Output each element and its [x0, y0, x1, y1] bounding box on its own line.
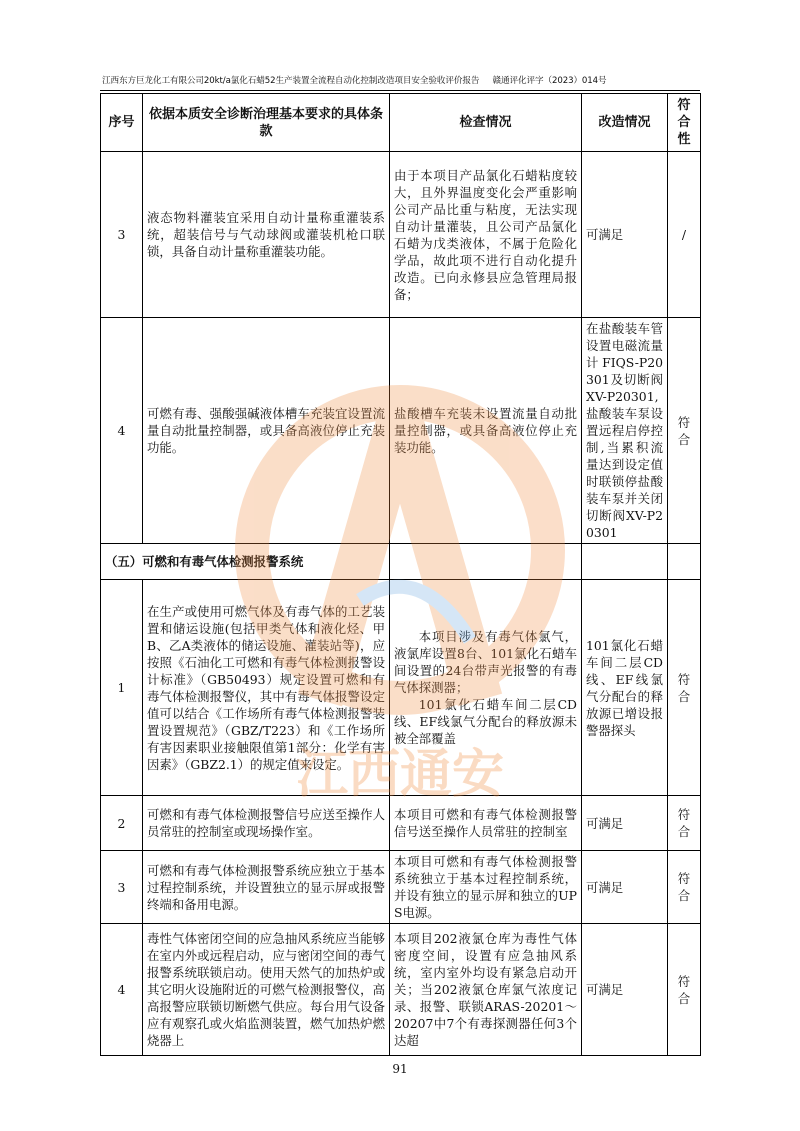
- row-retrofit: 在盐酸装车管设置电磁流量计FIQS-P20301及切断阀XV-P20301,盐酸装车泵设置远程启停控制,当累积流量达到设定值时联锁停盐酸装车泵并关闭切断阀XV-P20301: [582, 318, 668, 544]
- row-requirement: 在生产或使用可燃气体及有毒气体的工艺装置和储运设施(包括甲类气体和液化烃、甲B、乙A类液体的储运设施、灌装站等)，应按照《石油化工可燃和有毒气体检测报警设计标准》（GB50493）规定设置可燃和有毒气体检测报警仪，其中有毒气体报警设定值可以结合《工作场所有毒气体检测报警装置设置规范》（GBZ/T223）和《工作场所有害因素职业接触限值第1部分：化学有害因素》（GBZ2.1）的规定值来设定。: [143, 580, 390, 796]
- page-header: [102, 74, 700, 90]
- row-retrofit: 101氯化石蜡车间二层CD线、EF线氯气分配台的释放源已增设报警器探头: [582, 580, 668, 796]
- row-compliance: /: [668, 152, 701, 318]
- row-requirement: 可燃有毒、强酸强碱液体槽车充装宜设置流量自动批量控制器，或具备高液位停止充装功能。: [143, 318, 390, 544]
- row-no: 2: [101, 796, 143, 851]
- row-requirement: 可燃和有毒气体检测报警系统应独立于基本过程控制系统，并设置独立的显示屏或报警终端和备用电源。: [143, 851, 390, 924]
- row-no: 3: [101, 851, 143, 924]
- table-row: [101, 580, 701, 796]
- row-check: 本项目可燃和有毒气体检测报警系统独立于基本过程控制系统，并设有独立的显示屏和独立的UPS电源。: [390, 851, 582, 924]
- section-empty-cell: [582, 544, 668, 580]
- watermark-text: 江西通安: [295, 745, 505, 805]
- header-rule: [100, 90, 700, 91]
- row-check: 盐酸槽车充装未设置流量自动批量控制器，或具备高液位停止充装功能。: [390, 318, 582, 544]
- row-retrofit: 可满足: [582, 152, 668, 318]
- row-check: [390, 580, 582, 796]
- row-no: 4: [101, 318, 143, 544]
- row-compliance: 符合: [668, 580, 701, 796]
- row-no: 4: [101, 924, 143, 1056]
- col-header-check: 检查情况: [390, 94, 582, 152]
- row-check: 本项目202液氯仓库为毒性气体密度空间，设置有应急抽风系统，室内室外均设有紧急启动开关；当202液氯仓库氯气浓度记录、报警、联锁ARAS-20201～20207中7个有毒探测器任何3个达超: [390, 924, 582, 1056]
- row-check: 由于本项目产品氯化石蜡粘度较大，且外界温度变化会严重影响公司产品比重与粘度，无法实现自动计量灌装，且公司产品氯化石蜡为戊类液体，不属于危险化学品，故此项不进行自动化提升改造。已向永修县应急管理局报备；: [390, 152, 582, 318]
- report-code: 赣通评化评字（2023）014号: [492, 76, 607, 86]
- row-no: 3: [101, 152, 143, 318]
- table-row: [101, 152, 701, 318]
- table-header-row: [101, 94, 701, 152]
- col-header-retrofit: 改造情况: [582, 94, 668, 152]
- row-check-part-2: 101氯化石蜡车间二层CD线、EF线氯气分配台的释放源未被全部覆盖: [394, 697, 577, 746]
- row-compliance: 符合: [668, 796, 701, 851]
- row-retrofit: 可满足: [582, 924, 668, 1056]
- row-compliance: 符合: [668, 318, 701, 544]
- col-header-compliance: 符合性: [668, 94, 701, 152]
- row-retrofit: 可满足: [582, 851, 668, 924]
- row-requirement: 液态物料灌装宜采用自动计量称重灌装系统，超装信号与气动球阀或灌装机枪口联锁，具备自动计量称重灌装功能。: [143, 152, 390, 318]
- row-no: 1: [101, 580, 143, 796]
- safety-checklist-table: [100, 93, 701, 1056]
- report-title: 江西东方巨龙化工有限公司20kt/a氯化石蜡52生产装置全流程自动化控制改造项目安全验收评价报告: [102, 76, 480, 86]
- row-requirement: 可燃和有毒气体检测报警信号应送至操作人员常驻的控制室或现场操作室。: [143, 796, 390, 851]
- section-empty-cell: [668, 544, 701, 580]
- section-title: （五）可燃和有毒气体检测报警系统: [101, 544, 390, 580]
- row-retrofit: 可满足: [582, 796, 668, 851]
- row-check-part-1: 本项目涉及有毒气体氯气，液氯库设置8台、101氯化石蜡车间设置的24台带声光报警的有毒气体探测器；: [394, 629, 577, 695]
- section-empty-cell: [390, 544, 582, 580]
- section-row: [101, 544, 701, 580]
- page-number: 91: [392, 1062, 408, 1076]
- table-row: [101, 851, 701, 924]
- col-header-requirement: 依据本质安全诊断治理基本要求的具体条款: [143, 94, 390, 152]
- row-requirement: 毒性气体密闭空间的应急抽风系统应当能够在室内外或远程启动，应与密闭空间的毒气报警系统联锁启动。使用天然气的加热炉或其它明火设施附近的可燃气检测报警仪，高高报警应联锁切断燃气供应。每台用气设备应有观察孔或火焰监测装置，燃气加热炉燃烧器上: [143, 924, 390, 1056]
- table-row: [101, 924, 701, 1056]
- table-row: [101, 796, 701, 851]
- row-compliance: 符合: [668, 851, 701, 924]
- row-compliance: 符合: [668, 924, 701, 1056]
- table-row: [101, 318, 701, 544]
- row-check: 本项目可燃和有毒气体检测报警信号送至操作人员常驻的控制室: [390, 796, 582, 851]
- col-header-no: 序号: [101, 94, 143, 152]
